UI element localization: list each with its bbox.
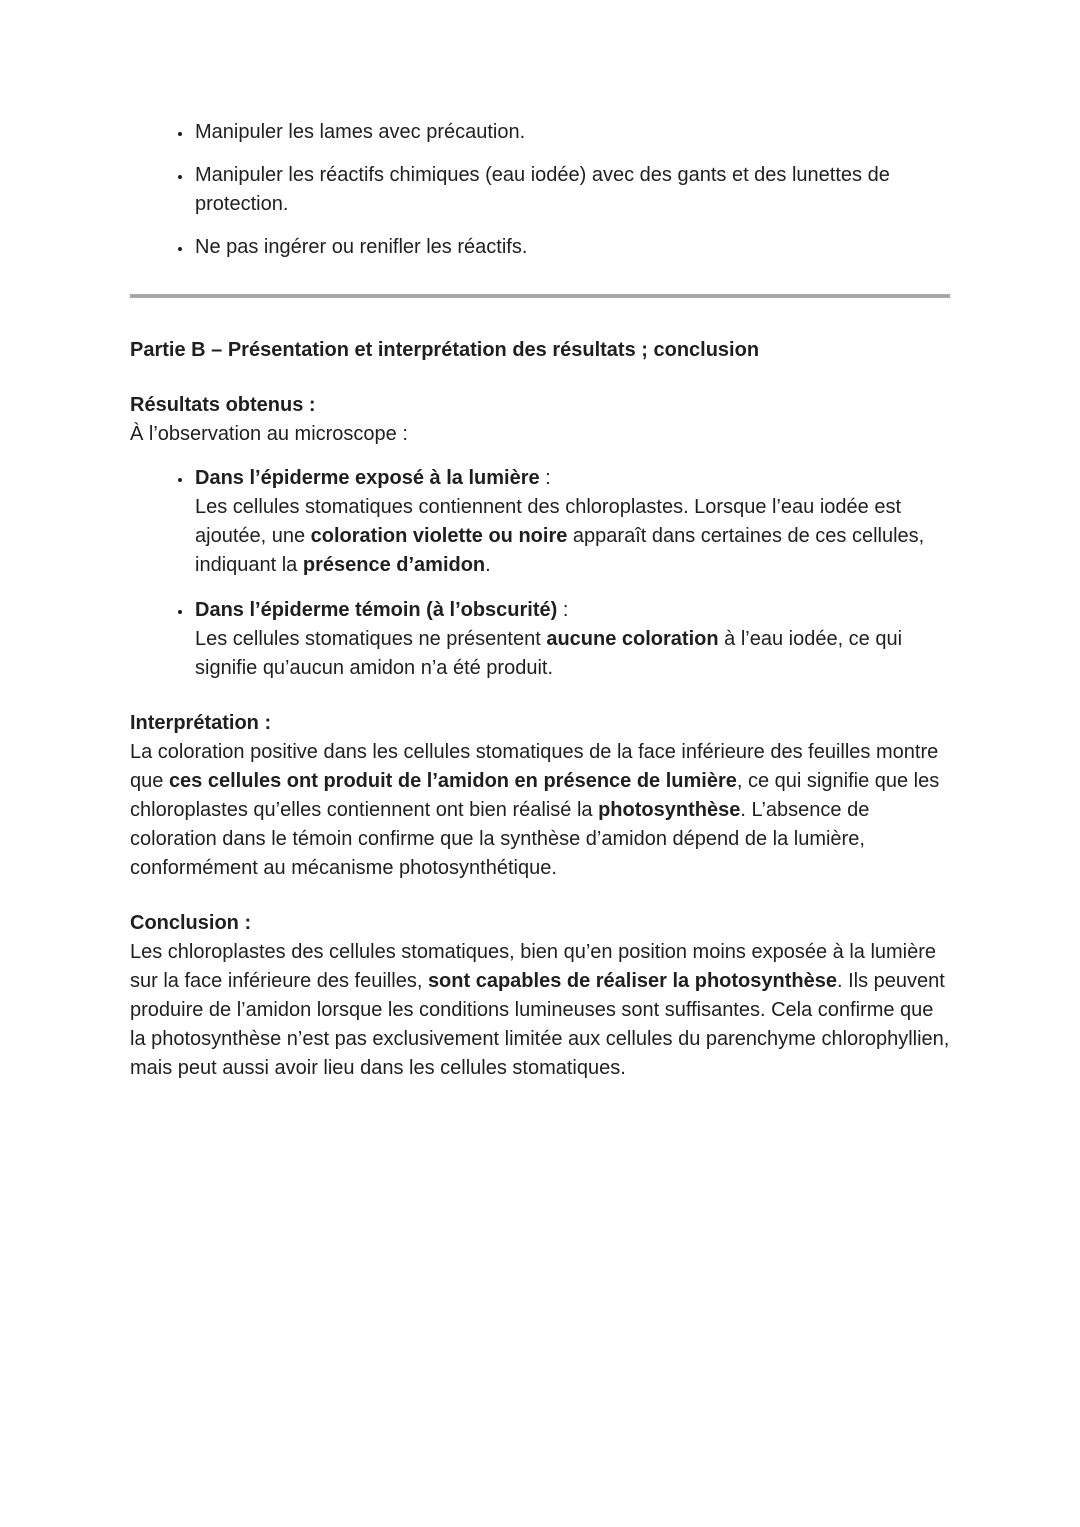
bullet-title-suffix: : [539, 467, 551, 489]
text-segment: Les cellules stomatiques contiennent des chloroplastes. Lorsque l’eau iodée est ajoutée, une [195, 496, 901, 547]
text-segment: sont capables de réaliser la photosynthèse [427, 970, 837, 992]
text-segment: . L’absence de coloration dans le témoin confirme que la synthèse d’amidon dépend de la lumière, conformément au mécanisme photosynthétique. [130, 799, 870, 879]
conclusion-heading: Conclusion : [130, 912, 252, 934]
text-segment: aucune coloration [546, 628, 719, 650]
list-item [193, 596, 950, 683]
section-divider [130, 294, 950, 298]
part-b-heading: Partie B – Présentation et interprétation des résultats ; conclusion [130, 339, 760, 361]
text-segment: présence d’amidon [302, 554, 486, 576]
text-segment: photosynthèse [598, 799, 741, 821]
results-heading: Résultats obtenus : [130, 394, 316, 416]
list-item [193, 464, 950, 580]
list-item-text: Manipuler les lames avec précaution. [195, 121, 526, 143]
results-list [130, 464, 950, 683]
list-item-text: Manipuler les réactifs chimiques (eau iodée) avec des gants et des lunettes de protection. [195, 164, 890, 215]
list-item-text: Ne pas ingérer ou renifler les réactifs. [195, 236, 528, 258]
text-segment: ces cellules ont produit de l’amidon en présence de lumière [168, 770, 737, 792]
interpretation-heading: Interprétation : [130, 712, 272, 734]
text-segment: . [485, 554, 491, 576]
text-segment: . Ils peuvent produire de l’amidon lorsque les conditions lumineuses sont suffisantes. Cela confirme que la photosynthèse n’est pas exclusivement limitée aux cellules du parenchyme chlorophyllien, mais peut aussi avoir lieu dans les cellules stomatiques. [130, 970, 950, 1079]
text-segment: Les chloroplastes des cellules stomatiques, bien qu’en position moins exposée à la lumière sur la face inférieure des feuilles, [130, 941, 937, 992]
bullet-title [195, 464, 950, 493]
text-segment: , ce qui signifie que les chloroplastes qu’elles contiennent ont bien réalisé la [130, 770, 940, 821]
text-segment: apparaît dans certaines de ces cellules, indiquant la [195, 525, 925, 576]
conclusion-paragraph [130, 938, 950, 1083]
results-section [130, 391, 950, 683]
results-intro: À l’observation au microscope : [130, 423, 408, 445]
list-item [193, 118, 950, 147]
conclusion-section [130, 909, 950, 1083]
bullet-body [195, 493, 950, 580]
bullet-title-text: Dans l’épiderme exposé à la lumière [195, 467, 540, 489]
text-segment: à l’eau iodée, ce qui signifie qu’aucun amidon n’a été produit. [195, 628, 903, 679]
text-segment: Les cellules stomatiques ne présentent [195, 628, 547, 650]
bullet-title-text: Dans l’épiderme témoin (à l’obscurité) [195, 599, 558, 621]
text-segment: coloration violette ou noire [310, 525, 568, 547]
bullet-body [195, 625, 950, 683]
bullet-title-suffix: : [557, 599, 569, 621]
list-item [193, 161, 950, 219]
bullet-title [195, 596, 950, 625]
safety-list [130, 118, 950, 262]
interpretation-paragraph [130, 738, 950, 883]
text-segment: La coloration positive dans les cellules stomatiques de la face inférieure des feuilles montre que [130, 741, 939, 792]
list-item [193, 233, 950, 262]
interpretation-section [130, 709, 950, 883]
